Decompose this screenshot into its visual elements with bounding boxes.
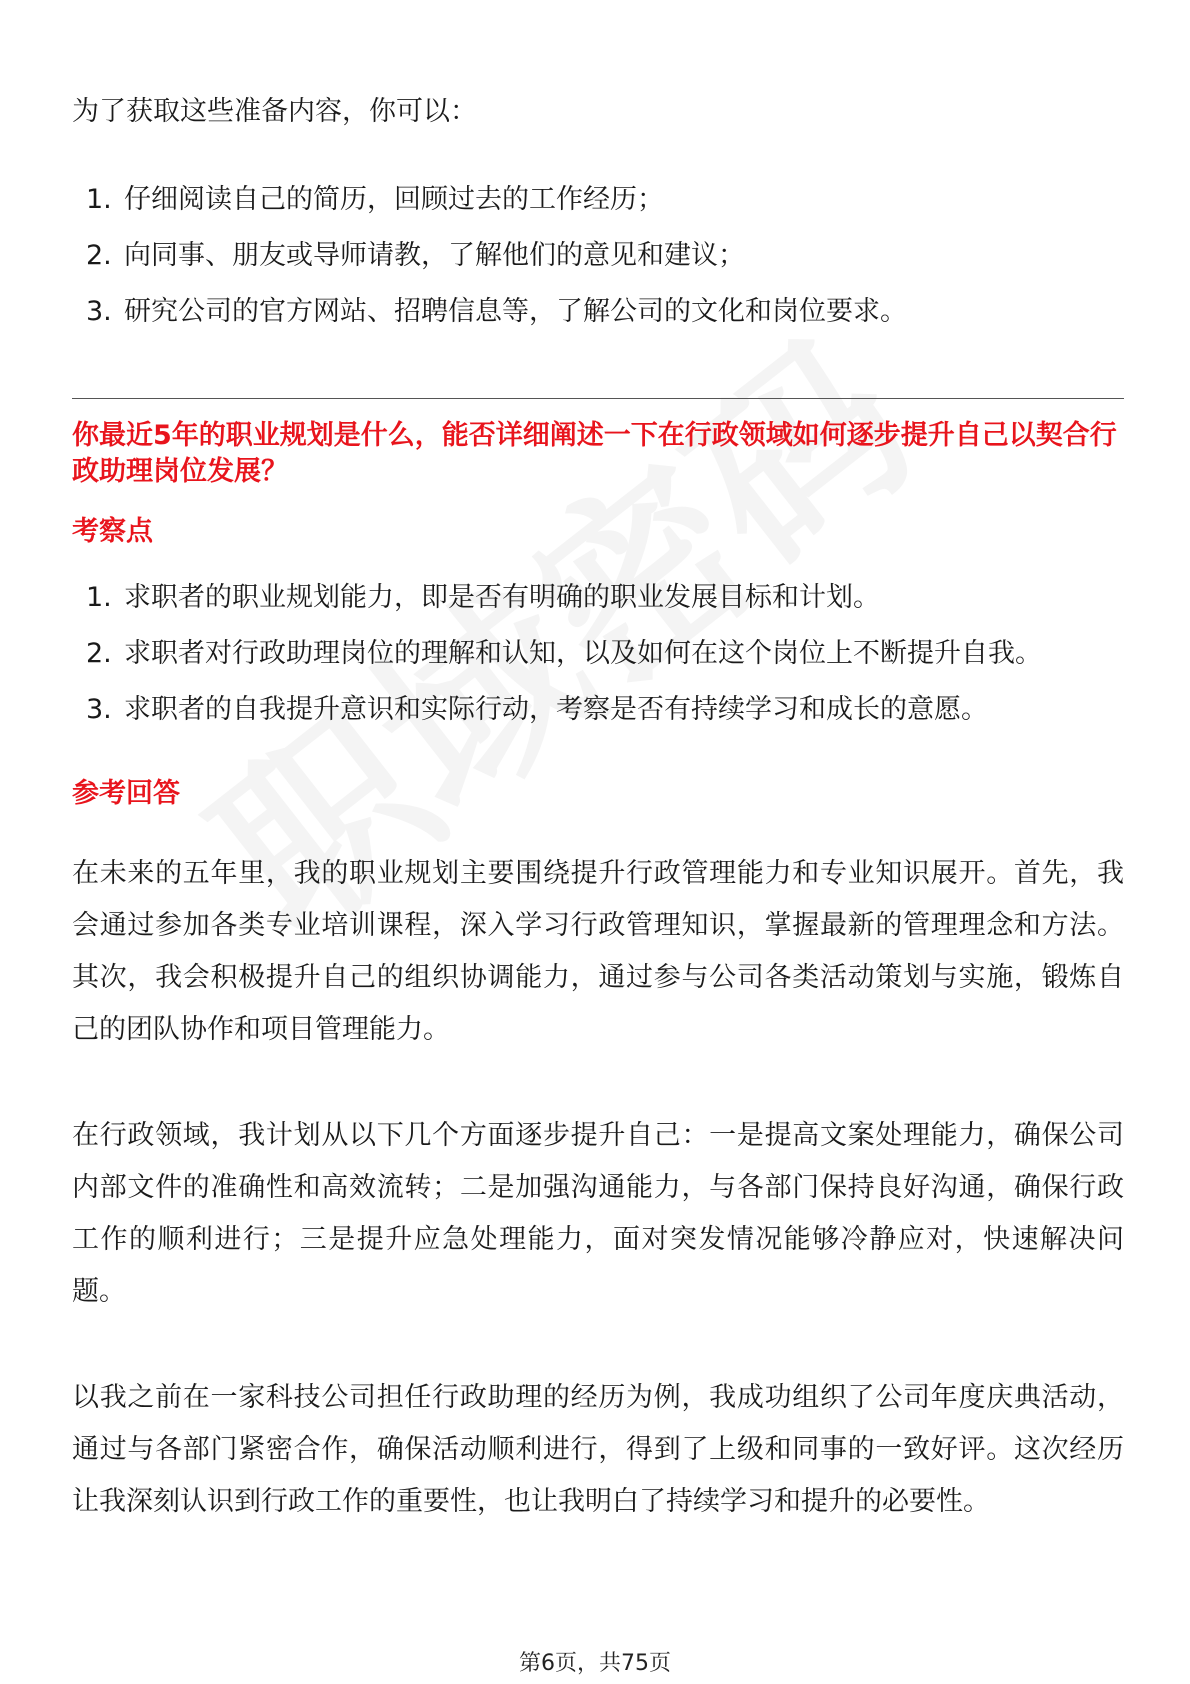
answer-paragraph: 在行政领域，我计划从以下几个方面逐步提升自己：一是提高文案处理能力，确保公司内部文件的准确性和高效流转；二是加强沟通能力，与各部门保持良好沟通，确保行政工作的顺利进行；三是提升应急处理能力，面对突发情况能够冷静应对，快速解决问题。 <box>72 1120 1124 1307</box>
interview-question: 你最近5年的职业规划是什么，能否详细阐述一下在行政领域如何逐步提升自己以契合行政助理岗位发展？ <box>72 420 1117 487</box>
list-item: 2. 向同事、朋友或导师请教，了解他们的意见和建议； <box>86 240 745 271</box>
document-page <box>72 0 1124 1684</box>
list-item: 3. 研究公司的官方网站、招聘信息等，了解公司的文化和岗位要求。 <box>86 296 907 327</box>
list-item-text: 仔细阅读自己的简历，回顾过去的工作经历； <box>124 184 664 215</box>
reference-answer-heading: 参考回答 <box>72 778 180 809</box>
preparation-list <box>86 172 907 340</box>
list-item-text: 研究公司的官方网站、招聘信息等，了解公司的文化和岗位要求。 <box>124 296 907 327</box>
answer-paragraph: 以我之前在一家科技公司担任行政助理的经历为例，我成功组织了公司年度庆典活动，通过与各部门紧密合作，确保活动顺利进行，得到了上级和同事的一致好评。这次经历让我深刻认识到行政工作的重要性，也让我明白了持续学习和提升的必要性。 <box>72 1382 1124 1517</box>
section-divider <box>72 398 1124 399</box>
page-number: 第6页，共75页 <box>519 1651 671 1676</box>
list-item-text: 求职者对行政助理岗位的理解和认知，以及如何在这个岗位上不断提升自我。 <box>124 638 1042 669</box>
list-item-text: 求职者的自我提升意识和实际行动，考察是否有持续学习和成长的意愿。 <box>124 694 988 725</box>
list-item-text: 向同事、朋友或导师请教，了解他们的意见和建议； <box>124 240 745 271</box>
answer-paragraph: 在未来的五年里，我的职业规划主要围绕提升行政管理能力和专业知识展开。首先，我会通过参加各类专业培训课程，深入学习行政管理知识，掌握最新的管理理念和方法。其次，我会积极提升自己的组织协调能力，通过参与公司各类活动策划与实施，锻炼自己的团队协作和项目管理能力。 <box>72 858 1124 1045</box>
list-item-text: 求职者的职业规划能力，即是否有明确的职业发展目标和计划。 <box>124 582 880 613</box>
assessment-points-heading: 考察点 <box>72 516 153 547</box>
assessment-points-list <box>86 570 1042 738</box>
list-item: 1. 仔细阅读自己的简历，回顾过去的工作经历； <box>86 184 664 215</box>
list-item: 1. 求职者的职业规划能力，即是否有明确的职业发展目标和计划。 <box>86 582 880 613</box>
list-item: 2. 求职者对行政助理岗位的理解和认知，以及如何在这个岗位上不断提升自我。 <box>86 638 1042 669</box>
intro-text: 为了获取这些准备内容，你可以： <box>72 96 477 127</box>
list-item: 3. 求职者的自我提升意识和实际行动，考察是否有持续学习和成长的意愿。 <box>86 694 988 725</box>
